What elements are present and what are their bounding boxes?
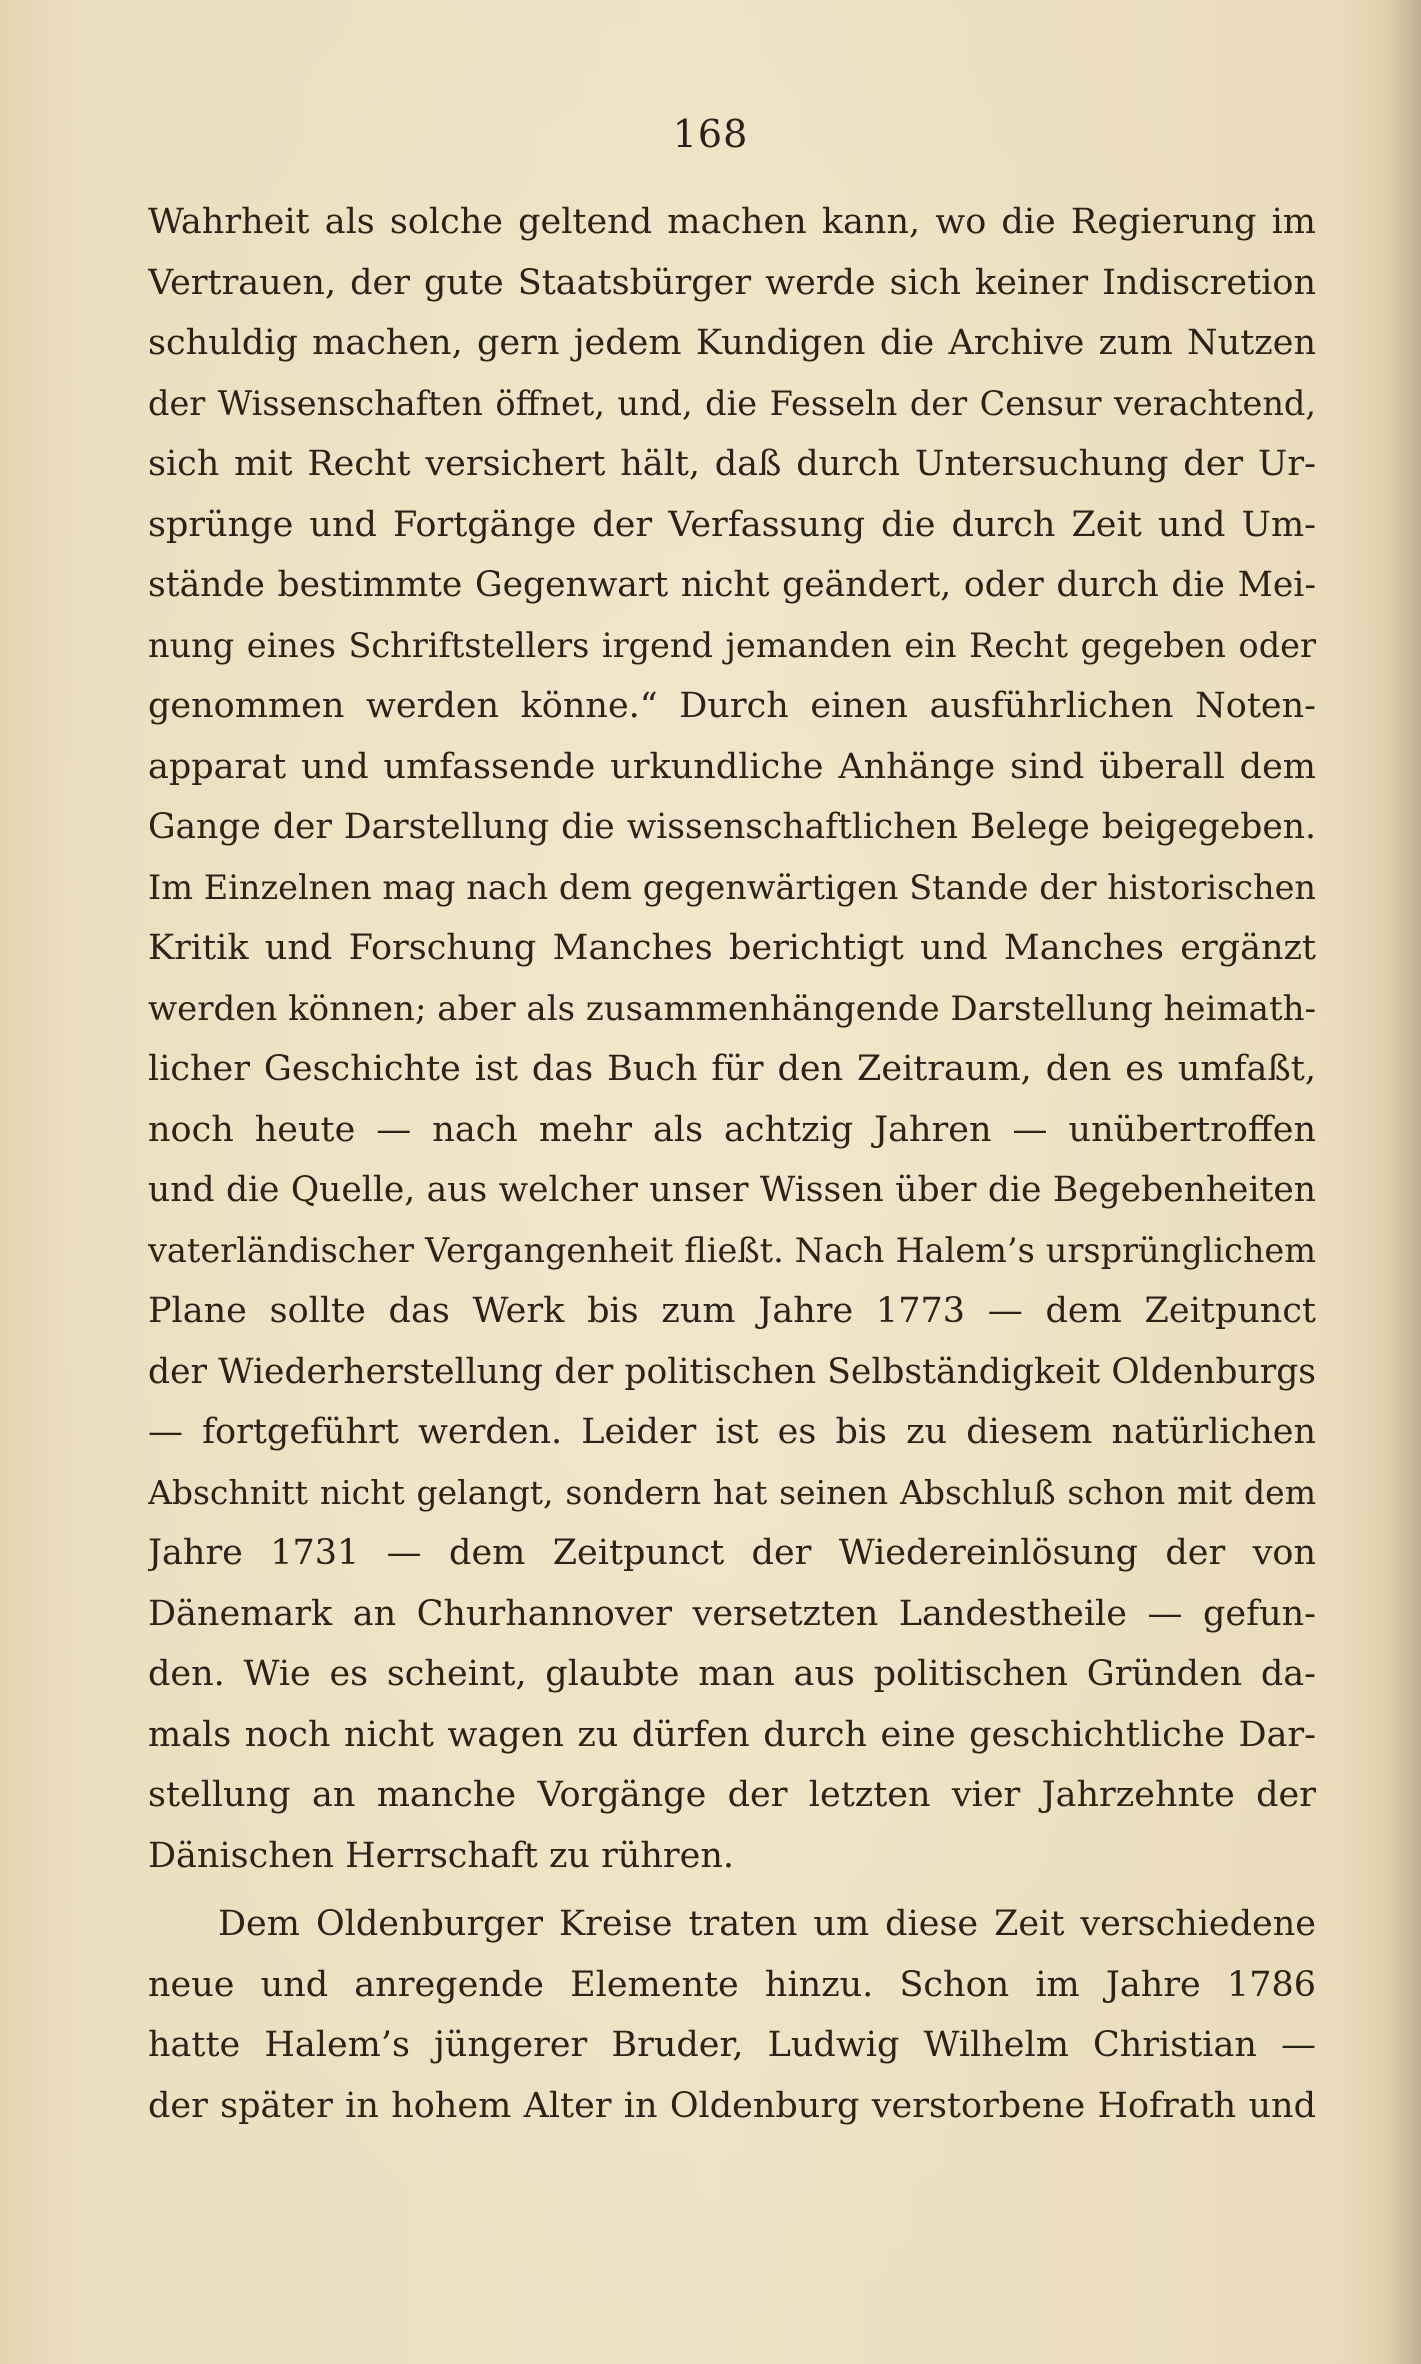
text-line: nung eines Schriftstellers irgend jemanden ein Recht gegeben oder [148, 625, 1316, 665]
text-line: Dänemark an Churhannover versetzten Landestheile — gefun- [148, 1593, 1316, 1634]
text-line: Im Einzelnen mag nach dem gegenwärtigen Stande der historischen [148, 867, 1316, 907]
text-line: stände bestimmte Gegenwart nicht geändert, oder durch die Mei- [148, 565, 1316, 605]
paragraph-1 [148, 192, 1316, 1886]
paragraph-gap [148, 1886, 1316, 1894]
text-line: Plane sollte das Werk bis zum Jahre 1773 — dem Zeitpunct [148, 1291, 1316, 1331]
text-line: Vertrauen, der gute Staatsbürger werde sich keiner Indiscretion [148, 262, 1316, 303]
text-line: Wahrheit als solche geltend machen kann, wo die Regierung im [148, 202, 1316, 242]
text-line: der Wiederherstellung der politischen Selbständigkeit Oldenburgs [148, 1351, 1316, 1392]
text-line: und die Quelle, aus welcher unser Wissen über die Begebenheiten [148, 1170, 1316, 1210]
text-line: der später in hohem Alter in Oldenburg verstorbene Hofrath und [148, 2085, 1316, 2126]
text-line: vaterländischer Vergangenheit fließt. Nach Halem’s ursprünglichem [148, 1230, 1316, 1270]
text-line: noch heute — nach mehr als achtzig Jahren — unübertroffen [148, 1109, 1316, 1150]
text-line: Jahre 1731 — dem Zeitpunct der Wiedereinlösung der von [148, 1533, 1316, 1573]
paragraph-2 [148, 1894, 1316, 2136]
text-line: Gange der Darstellung die wissenschaftlichen Belege beigegeben. [148, 807, 1316, 847]
text-line: apparat und umfassende urkundliche Anhänge sind überall dem [148, 746, 1316, 787]
text-line: — fortgeführt werden. Leider ist es bis zu diesem natürlichen [148, 1412, 1316, 1452]
body-text [148, 192, 1316, 2136]
text-line: der Wissenschaften öffnet, und, die Fesseln der Censur verachtend, [148, 383, 1316, 423]
text-line: genommen werden könne.“ Durch einen ausführlichen Noten- [148, 686, 1316, 726]
page-number: 168 [672, 112, 749, 156]
page-edge-shadow [1387, 0, 1421, 2364]
text-line: den. Wie es scheint, glaubte man aus politischen Gründen da- [148, 1654, 1316, 1694]
text-line: schuldig machen, gern jedem Kundigen die Archive zum Nutzen [148, 323, 1316, 363]
text-line: Abschnitt nicht gelangt, sondern hat seinen Abschluß schon mit dem [148, 1472, 1316, 1512]
text-line: hatte Halem’s jüngerer Bruder, Ludwig Wilhelm Christian — [148, 2025, 1316, 2065]
text-line: Kritik und Forschung Manches berichtigt und Manches ergänzt [148, 928, 1316, 968]
text-line: stellung an manche Vorgänge der letzten vier Jahrzehnte der [148, 1775, 1316, 1815]
text-line: Dem Oldenburger Kreise traten um diese Zeit verschiedene [218, 1904, 1316, 1944]
text-line: licher Geschichte ist das Buch für den Zeitraum, den es umfaßt, [148, 1049, 1316, 1089]
text-line: mals noch nicht wagen zu dürfen durch eine geschichtliche Dar- [148, 1714, 1316, 1755]
text-line: sich mit Recht versichert hält, daß durch Untersuchung der Ur- [148, 444, 1316, 484]
text-line: sprünge und Fortgänge der Verfassung die durch Zeit und Um- [148, 504, 1316, 545]
text-line: Dänischen Herrschaft zu rühren. [148, 1835, 734, 1876]
text-line: werden können; aber als zusammenhängende Darstellung heimath- [148, 988, 1316, 1029]
text-line: neue und anregende Elemente hinzu. Schon im Jahre 1786 [148, 1964, 1316, 2005]
